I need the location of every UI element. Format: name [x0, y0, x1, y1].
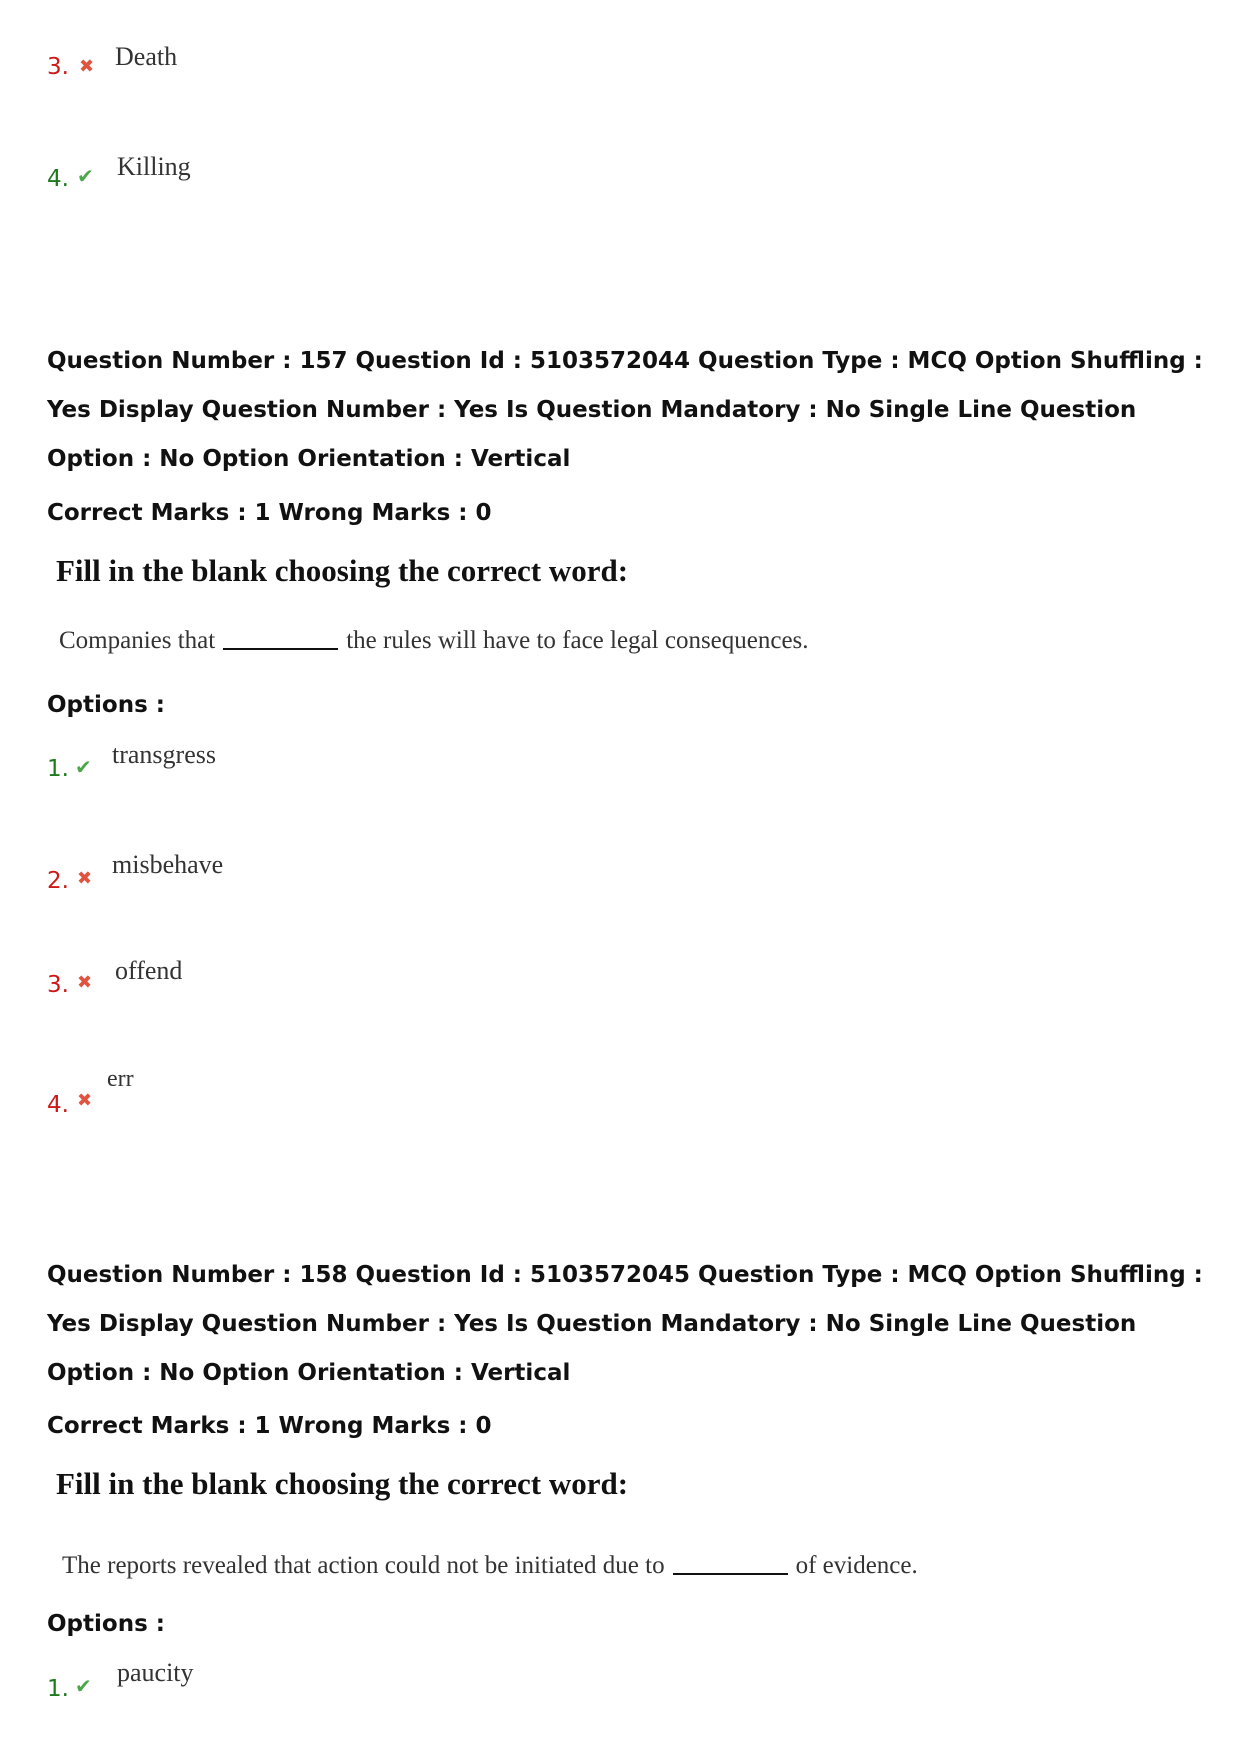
question-meta: Question Number : 158 Question Id : 5103572045 Question Type : MCQ Option Shuffling : Yes Display Question Number : Yes Is Question Mandatory : No Single Line Question Option : No Option Orientation : Vertical — [47, 1262, 1203, 1386]
sentence-before: The reports revealed that action could not be initiated due to — [62, 1552, 665, 1579]
option-text: transgress — [112, 740, 216, 769]
correct-check-icon: ✔ — [77, 164, 94, 188]
question-marks: Correct Marks : 1 Wrong Marks : 0 — [47, 500, 492, 526]
question-sentence — [59, 627, 809, 655]
question-heading: Fill in the blank choosing the correct word: — [56, 1466, 629, 1501]
sentence-after: of evidence. — [795, 1552, 918, 1579]
option-number: 2. — [47, 868, 69, 894]
blank-line — [223, 648, 338, 650]
wrong-cross-icon: ✖ — [77, 868, 93, 889]
options-label: Options : — [47, 1611, 165, 1637]
options-label: Options : — [47, 692, 165, 718]
question-heading: Fill in the blank choosing the correct word: — [56, 553, 629, 588]
question-sentence — [62, 1552, 918, 1580]
correct-check-icon: ✔ — [75, 755, 92, 779]
option-text: Killing — [117, 152, 191, 181]
option-text: offend — [115, 956, 183, 985]
question-meta: Question Number : 157 Question Id : 5103572044 Question Type : MCQ Option Shuffling : Yes Display Question Number : Yes Is Question Mandatory : No Single Line Question Option : No Option Orientation : Vertical — [47, 348, 1203, 472]
option-number: 3. — [47, 972, 69, 998]
option-text: misbehave — [112, 850, 224, 879]
option-number: 4. — [47, 166, 69, 192]
option-text: Death — [115, 42, 178, 71]
correct-check-icon: ✔ — [75, 1674, 92, 1698]
question-marks: Correct Marks : 1 Wrong Marks : 0 — [47, 1413, 492, 1439]
option-number: 3. — [47, 54, 69, 80]
wrong-cross-icon: ✖ — [77, 972, 93, 993]
option-number: 1. — [47, 756, 69, 782]
option-number: 4. — [47, 1092, 69, 1118]
wrong-cross-icon: ✖ — [77, 1090, 93, 1111]
option-text: paucity — [117, 1658, 194, 1687]
option-text: err — [107, 1066, 134, 1092]
option-number: 1. — [47, 1676, 69, 1702]
sentence-before: Companies that — [59, 627, 216, 654]
blank-line — [673, 1573, 788, 1575]
sentence-after: the rules will have to face legal consequences. — [346, 627, 809, 654]
wrong-cross-icon: ✖ — [79, 56, 95, 77]
